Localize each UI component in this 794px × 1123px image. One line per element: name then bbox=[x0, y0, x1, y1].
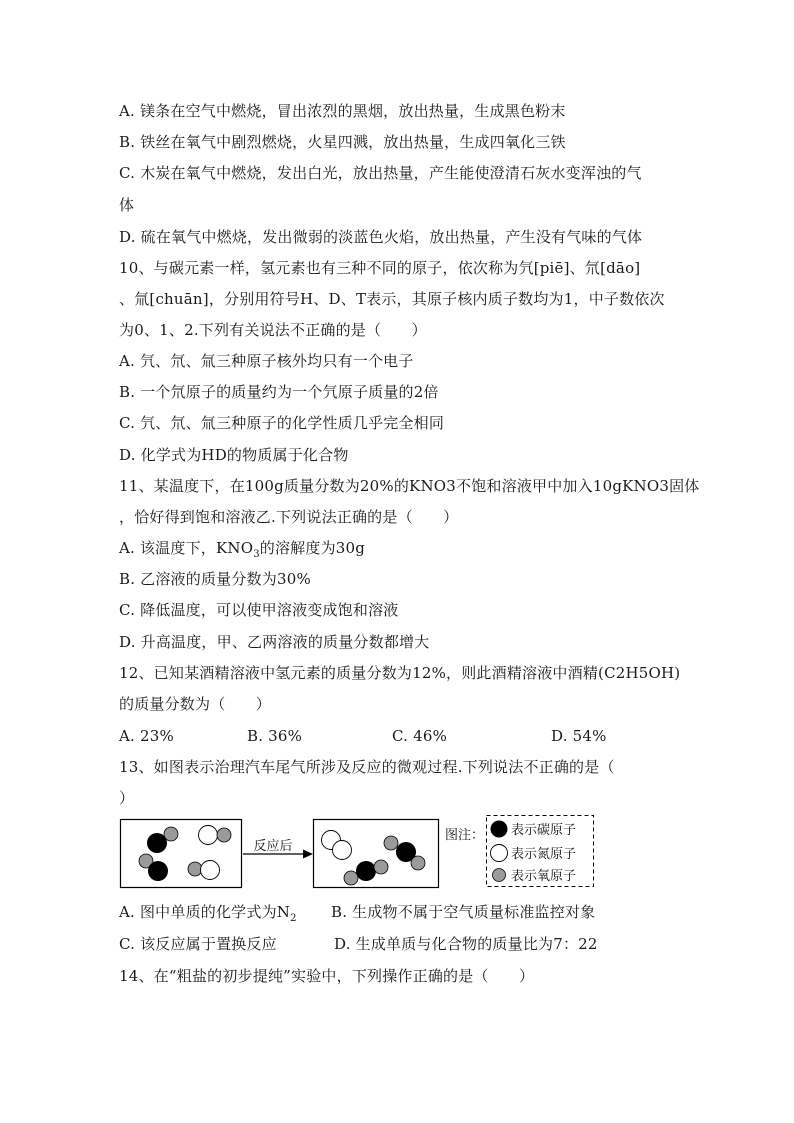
nitrogen-atom bbox=[201, 861, 220, 880]
q11-option-a-post: 的溶解度为30g bbox=[259, 539, 366, 557]
q13-stem-line1: 13、如图表示治理汽车尾气所涉及反应的微观过程.下列说法不正确的是（ bbox=[119, 758, 615, 776]
q10-stem-line1: 10、与碳元素一样，氢元素也有三种不同的原子，依次称为氕[piē]、氘[dāo] bbox=[119, 259, 641, 277]
q11-stem-line1: 11、某温度下，在100g质量分数为20%的KNO3不饱和溶液甲中加入10gKNO3固体 bbox=[119, 477, 700, 495]
oxygen-atom bbox=[344, 871, 358, 885]
q12-stem-line1: 12、已知某酒精溶液中氢元素的质量分数为12%，则此酒精溶液中酒精(C2H5OH) bbox=[119, 664, 681, 682]
q13-option-a-pre: A. 图中单质的化学式为N bbox=[119, 903, 291, 921]
q12-option-d: D. 54% bbox=[551, 727, 607, 745]
q9-option-d: D. 硫在氧气中燃烧，发出微弱的淡蓝色火焰，放出热量，产生没有气味的气体 bbox=[119, 228, 643, 246]
reaction-diagram bbox=[118, 812, 598, 894]
q13-option-c: C. 该反应属于置换反应 bbox=[119, 935, 277, 953]
q12-stem-line2: 的质量分数为（ ） bbox=[119, 695, 272, 713]
q13-option-b: B. 生成物不属于空气质量标准监控对象 bbox=[331, 903, 596, 921]
q10-option-b: B. 一个氘原子的质量约为一个氕原子质量的2倍 bbox=[119, 383, 439, 401]
legend-carbon-icon bbox=[491, 821, 508, 838]
oxygen-atom bbox=[384, 836, 398, 850]
q9-option-b: B. 铁丝在氧气中剧烈燃烧，火星四溅，放出热量，生成四氧化三铁 bbox=[119, 133, 566, 151]
products-box bbox=[314, 820, 439, 888]
arrow-head bbox=[303, 850, 313, 859]
carbon-atom bbox=[356, 861, 376, 881]
q12-options bbox=[119, 726, 679, 746]
q9-option-c-line2: 体 bbox=[119, 196, 135, 214]
q11-stem-line2: ，恰好得到饱和溶液乙.下列说法正确的是（ ） bbox=[119, 508, 459, 526]
q10-stem-line2: 、氚[chuān]，分别用符号H、D、T表示，其原子核内质子数均为1，中子数依次 bbox=[119, 290, 665, 308]
q10-stem-line3: 为0、1、2.下列有关说法不正确的是（ ） bbox=[119, 321, 427, 339]
q11-option-d: D. 升高温度，甲、乙两溶液的质量分数都增大 bbox=[119, 633, 430, 651]
nitrogen-atom bbox=[199, 826, 218, 845]
q12-option-c: C. 46% bbox=[392, 727, 448, 745]
q9-option-c-line1: C. 木炭在氧气中燃烧，发出白光，放出热量，产生能使澄清石灰水变浑浊的气 bbox=[119, 164, 642, 182]
oxygen-atom bbox=[217, 828, 231, 842]
oxygen-atom bbox=[411, 856, 425, 870]
q14-stem: 14、在“粗盐的初步提纯”实验中，下列操作正确的是（ ） bbox=[119, 967, 535, 985]
legend-nitrogen-label: 表示氮原子 bbox=[511, 847, 577, 862]
q11-option-b: B. 乙溶液的质量分数为30% bbox=[119, 570, 311, 588]
oxygen-atom bbox=[374, 860, 388, 874]
q11-option-a bbox=[119, 538, 365, 561]
oxygen-atom bbox=[188, 862, 202, 876]
legend-oxygen-label: 表示氧原子 bbox=[511, 869, 577, 884]
q12-option-b: B. 36% bbox=[247, 727, 303, 745]
carbon-atom bbox=[148, 861, 168, 881]
q10-option-d: D. 化学式为HD的物质属于化合物 bbox=[119, 446, 349, 464]
arrow-label: 反应后 bbox=[253, 839, 293, 854]
carbon-atom bbox=[147, 833, 167, 853]
q13-option-d: D. 生成单质与化合物的质量比为7：22 bbox=[334, 935, 598, 953]
q10-option-c: C. 氕、氘、氚三种原子的化学性质几乎完全相同 bbox=[119, 414, 445, 432]
q11-option-a-subscript: 3 bbox=[253, 549, 260, 560]
legend-oxygen-icon bbox=[493, 869, 506, 882]
q13-stem-line2: ） bbox=[119, 789, 135, 807]
q9-option-a: A. 镁条在空气中燃烧，冒出浓烈的黑烟，放出热量，生成黑色粉末 bbox=[119, 102, 566, 120]
q12-option-a: A. 23% bbox=[119, 727, 174, 745]
q10-option-a: A. 氕、氘、氚三种原子核外均只有一个电子 bbox=[119, 352, 414, 370]
legend-carbon-label: 表示碳原子 bbox=[511, 823, 577, 838]
q11-option-c: C. 降低温度，可以使甲溶液变成饱和溶液 bbox=[119, 601, 399, 619]
legend-nitrogen-icon bbox=[491, 845, 508, 862]
q13-option-a bbox=[119, 902, 297, 925]
legend-title: 图注： bbox=[445, 828, 485, 843]
q11-option-a-pre: A. 该温度下，KNO bbox=[119, 539, 254, 557]
nitrogen-atom bbox=[333, 841, 352, 860]
q13-option-a-subscript: 2 bbox=[290, 913, 297, 924]
